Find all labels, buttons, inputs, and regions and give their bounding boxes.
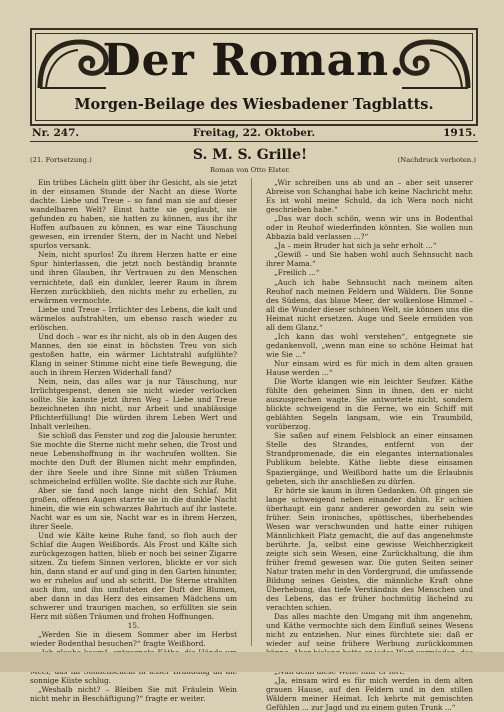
page-bottom-edge [0,652,504,672]
reprint-note: (Nachdruck verboten.) [397,156,476,164]
story-title: S. M. S. Grille! [192,147,308,163]
paragraph: Nein, nein, das alles war ja nur Täuschung, nur Irrlichtgespenst, denen sie nicht wieder verlocken sollte. Sie kannte jetzt ihren Weg – Liebe und Treue bezeichneten ihn nicht, nur Arbeit und unablässige Pflichterfüllung! Die würden ihrem Leben Wert und Inhalt verleihen. [30,377,237,432]
continuation-note: (21. Fortsetzung.) [30,156,92,164]
publication-subtitle: Morgen-Beilage des Wiesbadener Tagblatts. [74,96,434,113]
paragraph: Und wie Kälte keine Ruhe fand, so floh auch der Schlaf die Augen Weißbords. Als Frost und Kälte sich zurückgezogen hatten, blieb er noch bei seiner Zigarre sitzen. Zu tiefem Sinnen verloren, blickte er vor sich hin, dann stand er auf und ging in den Garten hinunter, wo er ruhelos auf und ab schritt. Die Sterne strahlten auch ihm, und ihn umfluteten der Duft der Blumen, aber dann in das Herz des einsamen Mädchens um schwerer und traurigen machen, so erfüllten sie sein Herz mit süßen Träumen und frohen Hoffnungen. [30,530,237,622]
paragraph: sonnige Küste schlug. [30,675,112,685]
paragraph: Das alles machte den Umgang mit ihm angenehm, und Käthe vermochte sich dem Einfluß seines Wesens nicht zu entziehen. Nur eines fürchtete sie: daß er wieder auf seine frühere Werbung zurückkommen [266,612,473,649]
issue-year: 1915. [443,127,476,139]
story-author: Roman von Otto Elster. [209,166,291,174]
paragraph: „Wir schreiben uns ab und an – aber seit unserer Abreise von Schanghai habe ich keine Nachricht mehr. Es ist wohl meine Schuld, da ich Wera noch nicht geschrieben habe.“ [266,178,473,215]
paragraph: Sie schloß das Fenster und zog die Jalousie herunter. Sie mochte die Sterne nicht mehr sehen, die Trost und neue Lebenshoffnung in ihr wachrufen wollten. Sie mochte den Duft der Blumen nicht mehr empfinden, der ihre Seele und ihre Sinne mit süßen Träumen schmeichelnd erfüllen wollte. Sie dachte sich zur Ruhe. [30,431,237,486]
paragraph: „Werden Sie in diesem Sommer aber im Herbst wieder Bodenthal besuchen?“ fragte Weißbord. [30,630,237,649]
masthead [30,28,478,126]
header-rule [30,141,478,142]
paragraph: Nur einsam wird es für mich in dem alten grauen Hause werden ...“ [266,358,473,377]
paragraph: „Weshalb nicht? – Bleiben Sie mit Fräulein Wein nicht mehr in Beschäftigung?“ fragte er weiter. [30,684,237,703]
paragraph: Sie saßen auf einem Felsblock an einer einsamen Stelle des Strandes, entfernt von der Strandpromenade, die ein elegantes internationales Publikum belebte. Käthe liebte diese einsamen Spaziergänge, und Weißbord hatte um die Erlaubnis gebeten, sich ihr anschließen zu dürfen. [266,431,473,486]
paragraph: „Ja, einsam wird es für mich werden in dem alten grauen Hause, auf den Feldern und in den stillen Wäldern meiner Heimat. Ich kehrte mit gemischten Gefühlen ... zur Jagd und zu einem guten Trunk ...“ [266,675,473,712]
issue-number: Nr. 247. [32,127,80,139]
paragraph: Aber sie fand noch lange nicht den Schlaf. Mit großen, offenen Augen starrte sie in die dunkle Nacht hinein, die wie ein schwarzes Bahrtuch auf ihr lastete. Nacht war es um sie, Nacht war es in ihrem Herzen, ihrer Seele. [30,485,237,531]
paragraph: Und doch – war es ihr nicht, als ob in den Augen des Mannes, den sie einst in höchsten Treu von sich gestoßen hatte, ein wärmer Lichtstrahl aufglühte? Klang in seiner Stimme nicht eine tiefe Bewegung, die auch in ihrem Herzen Widerhall fand? [30,331,237,377]
paragraph: „Ich kann das wohl verstehen“, entgegnete sie gedankenvoll, „wenn man eine so schöne Heimat hat wie Sie ...“ [266,331,473,359]
column-divider [251,178,252,646]
section-number: 15. [127,621,140,631]
text-column-left [30,178,237,703]
issue-date: Freitag, 22. Oktober. [192,127,316,139]
paragraph: „Freilich ...“ [274,268,320,278]
paragraph: „Auch ich habe Sehnsucht nach meinem alten Reuhof nach meinen Feldern und Wäldern. Die Sonne des Südens, das blaue Meer, der wolkenlose Himmel – all die Wunder dieser schönen Welt, sie können uns die Heimat nicht ersetzen. Auge und Seele ermüden von all dem Glanz.“ [266,277,473,332]
paragraph: „Gewiß – und Sie haben wohl auch Sehnsucht nach ihrer Mama.“ [266,250,473,269]
publication-title: Der Roman. [102,35,406,86]
text-column-right [266,178,473,712]
paragraph: Er hörte sie kaum in ihren Gedanken. Oft gingen sie lange schweigend neben einander dahin. Er schien überhaupt ein ganz anderer geworden zu sein wie früher. Sein ironisches, spöttisches, überhebendes Wesen war verschwunden und hatte einer ruhigen Männlichkeit Platz gemacht, die auf das angenehmste berührte. Ja, selbst eine gewisse Weichherzigkeit zeigte sich sein Wesen, eine Zurückhaltung, die ihm früher fremd gewesen war. Die guten Seiten seiner Natur traten mehr in den Vordergrund, die umfassende Bildung seines Geistes, die männliche Kraft ohne Überhebung, das tiefe Verständnis des Menschen und des Lebens, das er früher hochmütig lächelnd zu verachten schien. [266,485,473,613]
paragraph: Nein, nicht spurlos! Zu ihrem Herzen hatte er eine Spur hinterlassen, die jetzt noch beständig brannte und ihren Glauben, ihr Vertrauen zu den Menschen vernichtete, daß ein dunkler, leerer Raum in ihrem Herzen zurückblieb, den nichts mehr zu erhellen, zu erwärmen vermochte. [30,250,237,305]
paragraph: „Das war doch schön, wenn wir uns in Bodenthal oder in Reuhof wiederfinden könnten. Sie wollen nun Abbazia bald verlassen ...?“ [266,214,473,242]
paragraph: „Ja – mein Bruder hat sich ja sehr erholt ...“ [274,241,437,251]
paragraph: Ein trübes Lächeln glitt über ihr Gesicht, als sie jetzt in der einsamen Stunde der Nacht an diese Worte dachte. Liebe und Treue – so fand man sie auf dieser wandelbaren Welt? Einst hatte sie geglaubt, sie gefunden zu haben, sie hatten zu können, aus ihr ihr Hoffen aufbauen zu können, es war eine Täuschung gewesen, ein irrender Stern, der in Nacht und Nebel spurlos versank. [30,178,237,251]
paragraph: Die Worte klangen wie ein leichter Seufzer. Käthe fühlte den geheimen Sinn in ihnen, den er nicht auszusprechen wagte. Sie antwortete nicht, sondern blickte schweigend in die Ferne, wo ein Schiff mit geblähten Segeln langsam, wie ein Traumbild, vorüberzog. [266,377,473,432]
paragraph: Liebe und Treue – Irrlichter des Lebens, die kalt und wärmelos aufstrahlten, um ebenso rasch wieder zu erlöschen. [30,304,237,332]
